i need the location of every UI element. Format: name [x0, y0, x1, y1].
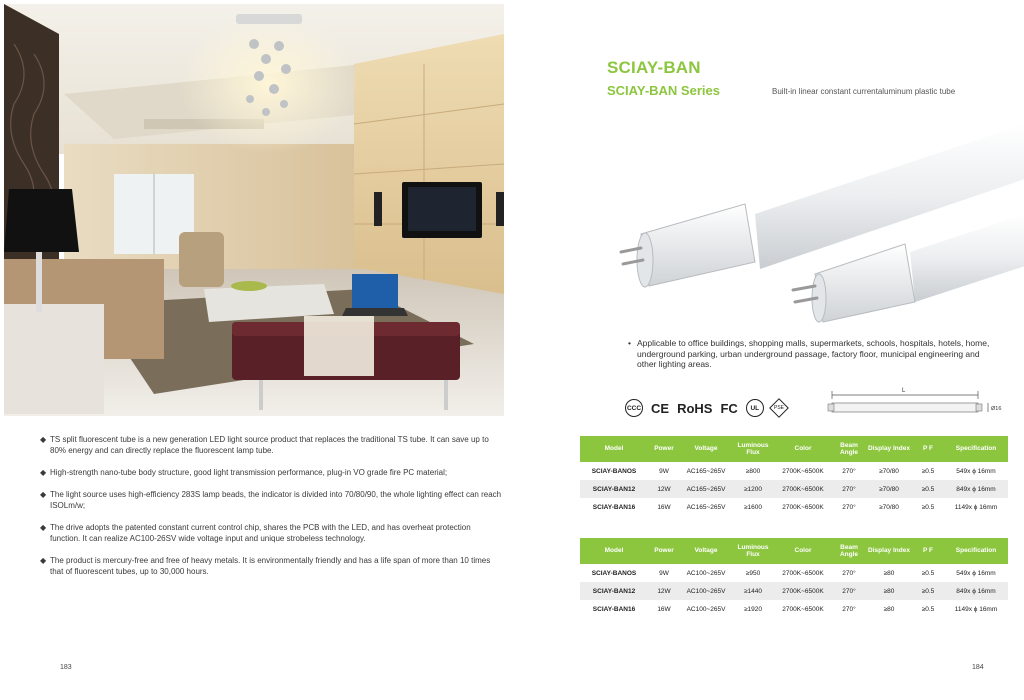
dimension-length-label: L	[902, 388, 906, 394]
spec-table-1	[580, 436, 1008, 516]
col-specification: Specification	[944, 436, 1008, 462]
table-cell: 849x ϕ 16mm	[944, 480, 1008, 498]
table-row	[580, 462, 1008, 480]
table-cell: 1149x ϕ 16mm	[954, 605, 998, 613]
dimension-diagram	[822, 384, 1008, 420]
col-power: Power	[648, 538, 680, 564]
feature-bullet	[42, 522, 502, 544]
table-cell: SCIAY-BAN12	[580, 480, 648, 498]
feature-bullet	[42, 489, 502, 511]
feature-bullet-list	[42, 434, 502, 588]
certification-logos	[625, 397, 786, 419]
bullet-icon: ◆	[40, 556, 47, 565]
led-tube-product-image	[605, 104, 1024, 329]
col-specification: Specification	[944, 538, 1008, 564]
table-cell: AC100~265V	[686, 605, 726, 613]
table-cell: SCIAY-BAN16	[592, 503, 636, 511]
table-cell: 270°	[842, 605, 856, 613]
table-row	[580, 600, 1008, 618]
table-cell: 12W	[648, 480, 680, 498]
applications-copy: Applicable to office buildings, shopping malls, supermarkets, schools, hospitals, hotels, home, underground parking, urban underground passage, factory floor, municipal engineering and other lighting areas.	[637, 338, 990, 369]
col-model: Model	[580, 436, 648, 462]
ul-logo: UL	[746, 399, 764, 417]
table-cell: ≥1920	[743, 605, 763, 613]
bullet-text: The drive adopts the patented constant current control chip, shares the PCB with the LED, and has overheat protection function. It can realize AC100-26SV wide voltage input and unique strobeless technology.	[50, 523, 471, 543]
bullet-icon: ◆	[40, 490, 47, 499]
table-cell: 1149x ϕ 16mm	[954, 503, 998, 511]
bullet-icon: ◆	[40, 468, 47, 477]
ce-logo: CE	[651, 400, 670, 416]
col-beam-angle: Beam Angle	[832, 436, 866, 462]
table-cell: 12W	[648, 582, 680, 600]
table-cell: 2700K~6500K	[774, 582, 832, 600]
table-cell: 9W	[659, 467, 669, 475]
table-cell: AC100~265V	[686, 569, 726, 577]
table-row	[580, 480, 1008, 498]
col-color: Color	[774, 436, 832, 462]
pse-logo: PSE	[769, 398, 789, 418]
bullet-text: The product is mercury-free and free of heavy metals. It is environmentally friendly and has a life span of more than 10 times that of fluorescent tubes, up to 30,000 hours.	[50, 556, 491, 576]
bullet-text: High-strength nano-tube body structure, good light transmission performance, plug-in VO grade fire PC material;	[50, 468, 448, 477]
series-title: SCIAY-BAN Series	[607, 83, 720, 98]
table-cell: AC165~265V	[686, 467, 726, 475]
table-cell: AC100~265V	[680, 582, 732, 600]
col-pf: P F	[912, 538, 944, 564]
table-cell: ≥70/80	[866, 480, 912, 498]
bullet-text: TS split fluorescent tube is a new generation LED light source product that replaces the traditional TS tube. It can save up to 80% energy and can directly replace the fluorescent lamp tube.	[50, 435, 489, 455]
col-model: Model	[580, 538, 648, 564]
table-cell: 2700K~6500K	[782, 503, 824, 511]
bullet-text: The light source uses high-efficiency 283S lamp beads, the indicator is divided into 70/80/90, the whole lighting effect can reach ISOLm/w;	[50, 490, 502, 510]
table-cell: ≥0.5	[921, 569, 935, 577]
table-cell: SCIAY-BAN12	[580, 582, 648, 600]
table-cell: ≥0.5	[921, 467, 935, 475]
table-cell: 549x ϕ 16mm	[956, 569, 996, 577]
table-cell: ≥80	[866, 582, 912, 600]
table-cell: SCIAY-BANOS	[591, 569, 637, 577]
table-cell: 270°	[832, 480, 866, 498]
table-cell: 270°	[842, 467, 856, 475]
table-cell: ≥950	[745, 569, 761, 577]
table-row	[580, 498, 1008, 516]
col-voltage: Voltage	[680, 436, 732, 462]
table-cell: ≥80	[883, 605, 895, 613]
brand-title: SCIAY-BAN	[607, 58, 701, 77]
rohs-logo: RoHS	[677, 400, 713, 416]
col-beam-angle: Beam Angle	[832, 538, 866, 564]
table-cell: 16W	[657, 503, 671, 511]
table-cell: 270°	[832, 582, 866, 600]
spec-table-2	[580, 538, 1008, 618]
bullet-icon: •	[628, 338, 631, 348]
table-cell: ≥0.5	[921, 503, 935, 511]
table-cell: ≥70/80	[879, 467, 899, 475]
feature-bullet	[42, 434, 502, 456]
table-cell: ≥70/80	[879, 503, 899, 511]
table-header-row	[580, 538, 1008, 564]
table-cell: ≥1200	[732, 480, 774, 498]
table-cell: 9W	[659, 569, 669, 577]
table-cell: ≥800	[745, 467, 761, 475]
table-cell: AC165~265V	[686, 503, 726, 511]
fc-logo: FC	[720, 400, 738, 416]
table-cell: 270°	[842, 569, 856, 577]
table-header-row	[580, 436, 1008, 462]
col-display-index: Display Index	[866, 436, 912, 462]
table-cell: 270°	[842, 503, 856, 511]
col-color: Color	[774, 538, 832, 564]
page-number-left: 183	[60, 664, 72, 671]
ccc-logo: CCC	[625, 399, 643, 417]
dimension-diameter-label: Ø16	[991, 406, 1002, 412]
table-cell: ≥0.5	[912, 582, 944, 600]
table-cell: 16W	[657, 605, 671, 613]
table-row	[580, 564, 1008, 582]
table-cell: ≥80	[883, 569, 895, 577]
table-cell: SCIAY-BAN16	[592, 605, 636, 613]
col-luminous-flux: Luminous Flux	[732, 436, 774, 462]
feature-bullet	[42, 555, 502, 577]
table-cell: ≥0.5	[921, 605, 935, 613]
table-cell: 2700K~6500K	[782, 569, 824, 577]
product-subtitle: Built-in linear constant currentaluminum plastic tube	[772, 87, 956, 96]
col-display-index: Display Index	[866, 538, 912, 564]
table-cell: ≥0.5	[912, 480, 944, 498]
table-cell: ≥1440	[732, 582, 774, 600]
bullet-icon: ◆	[40, 523, 47, 532]
col-voltage: Voltage	[680, 538, 732, 564]
table-cell: AC165~265V	[680, 480, 732, 498]
applications-text	[628, 338, 997, 370]
feature-bullet	[42, 467, 502, 478]
col-power: Power	[648, 436, 680, 462]
table-cell: 2700K~6500K	[774, 480, 832, 498]
table-cell: SCIAY-BANOS	[591, 467, 637, 475]
table-cell: 849x ϕ 16mm	[944, 582, 1008, 600]
col-luminous-flux: Luminous Flux	[732, 538, 774, 564]
table-cell: 2700K~6500K	[782, 467, 824, 475]
table-cell: 2700K~6500K	[782, 605, 824, 613]
page-number-right: 184	[972, 664, 984, 671]
table-cell: 549x ϕ 16mm	[956, 467, 996, 475]
table-cell: ≥1600	[743, 503, 763, 511]
living-room-photo	[4, 4, 504, 416]
col-pf: P F	[912, 436, 944, 462]
table-row	[580, 582, 1008, 600]
bullet-icon: ◆	[40, 435, 47, 444]
